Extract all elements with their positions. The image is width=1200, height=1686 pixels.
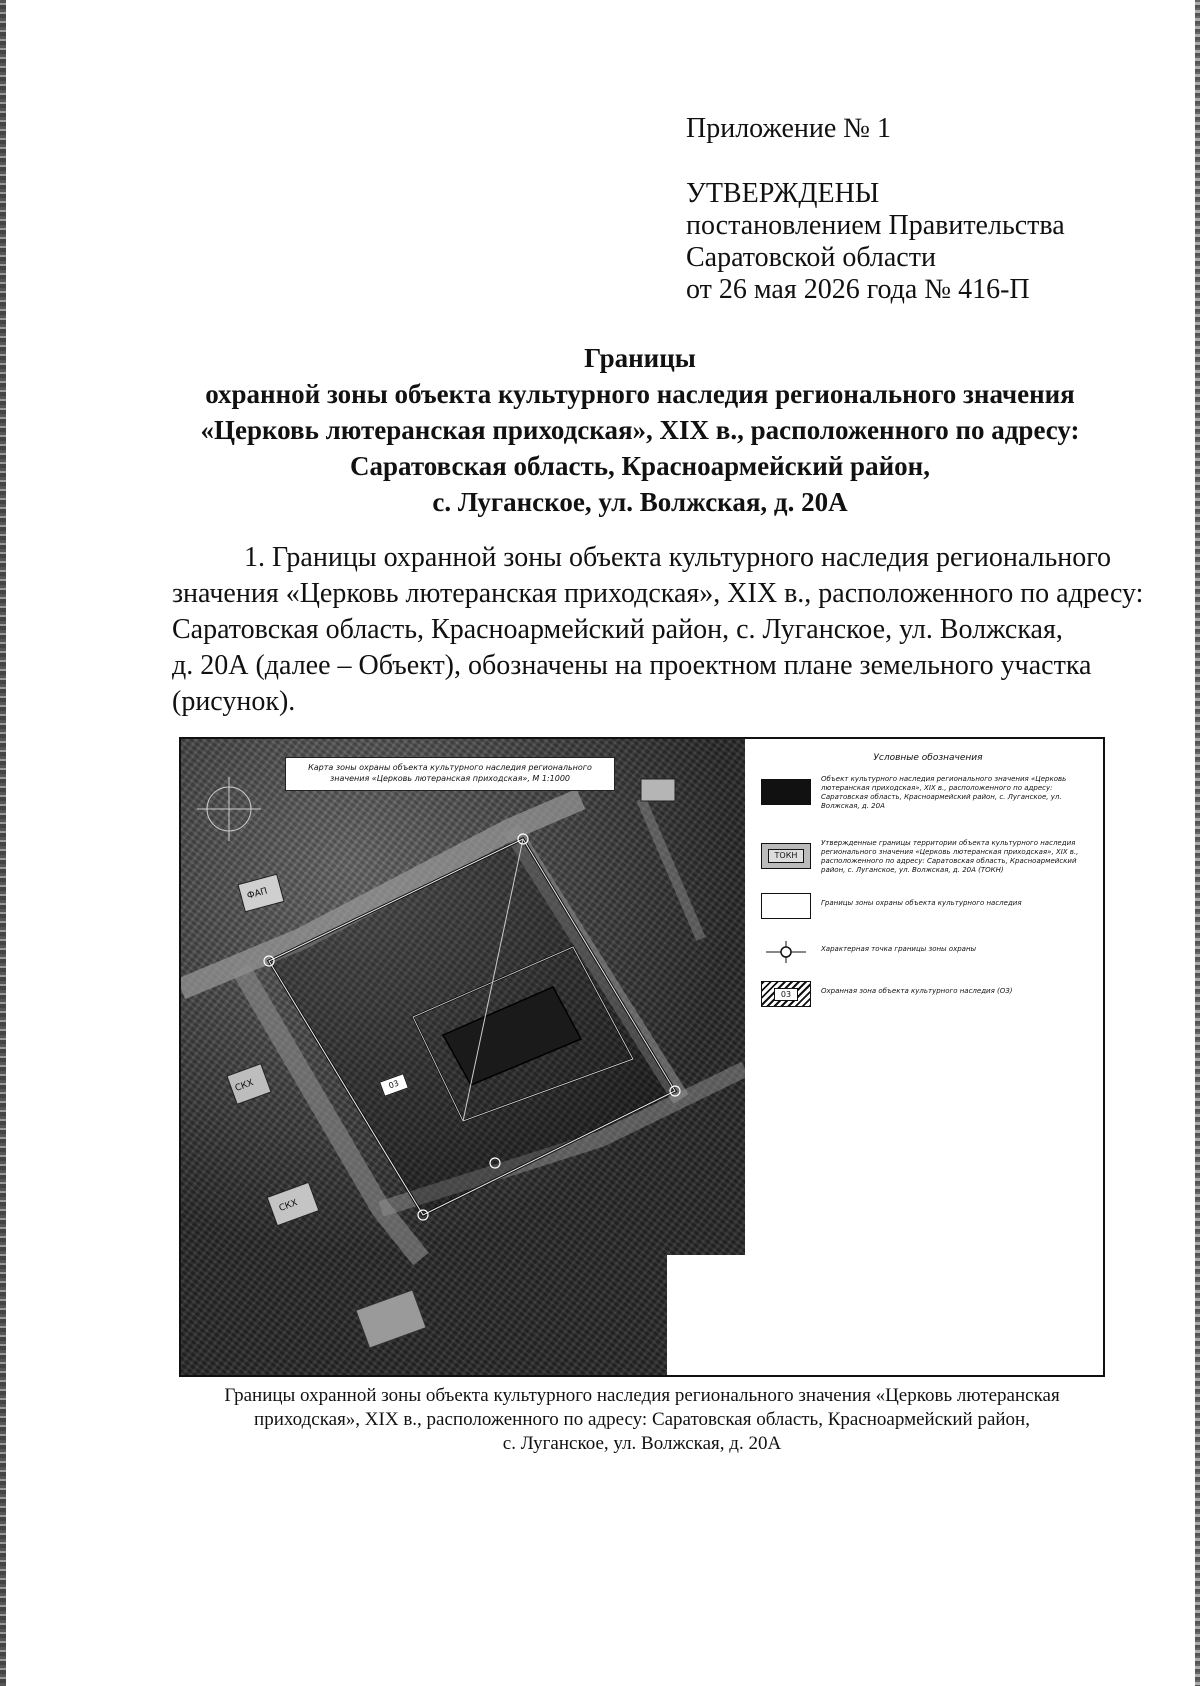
title-line: охранной зоны объекта культурного наследия регионального значения (205, 379, 1075, 409)
title-line: Границы (584, 343, 696, 373)
legend-swatch-label: ТОКН (768, 849, 804, 863)
caption-line: с. Луганское, ул. Волжская, д. 20А (502, 1433, 782, 1454)
legend-item-territory (761, 839, 1095, 885)
white-area (667, 1255, 747, 1377)
building-label: ФАП (246, 886, 269, 902)
legend-text: Охранная зона объекта культурного наследия (ОЗ) (821, 987, 1013, 995)
paragraph-line: д. 20А (далее – Объект), обозначены на проектном плане земельного участка (172, 650, 1092, 681)
scan-edge-left (0, 0, 6, 1686)
legend-swatch-zone-boundary (761, 893, 811, 919)
map-title: Карта зоны охраны объекта культурного наследия регионального значения «Церковь лютеранская приходская», М 1:1000 (285, 757, 615, 791)
appendix-number: Приложение № 1 (686, 113, 891, 144)
legend-text: Утвержденные границы территории объекта культурного наследия регионального значения «Церковь лютеранская приходская», XIX в., расположенного по адресу: Саратовская область, Красноармейский район, с. Луганское, ул. Волжская, д. 20А (ТОКН) (821, 839, 1079, 874)
title-line: «Церковь лютеранская приходская», XIX в., расположенного по адресу: (200, 415, 1080, 445)
approval-block (686, 178, 1065, 306)
title-line: с. Луганское, ул. Волжская, д. 20А (432, 487, 848, 517)
legend-swatch-object (761, 779, 811, 805)
figure-caption (179, 1384, 1105, 1456)
legend-item-zone-boundary (761, 889, 1095, 935)
legend-text: Объект культурного наследия регионального значения «Церковь лютеранская приходская», XIX в., расположенного по адресу: Саратовская область, Красноармейский район, с. Луганское, ул. Волжская, д. 20А (821, 775, 1067, 810)
legend-item-object (761, 775, 1095, 821)
paragraph-line: значения «Церковь лютеранская приходская», XIX в., расположенного по адресу: (172, 578, 1144, 609)
caption-line: приходская», XIX в., расположенного по адресу: Саратовская область, Красноармейский район, (254, 1409, 1030, 1430)
legend-swatch-protection-zone (761, 981, 811, 1007)
crosshair-point-icon (761, 939, 811, 965)
building-label: СКХ (233, 1078, 255, 1094)
aerial-map (181, 739, 745, 1375)
paragraph-line: (рисунок). (172, 686, 296, 717)
zone-map-figure (179, 737, 1105, 1377)
legend-item-protection-zone (761, 977, 1095, 1023)
zone-label: 03 (379, 1073, 409, 1097)
scan-edge-right (1195, 0, 1200, 1686)
paragraph-line: Саратовская область, Красноармейский район, с. Луганское, ул. Волжская, (172, 614, 1063, 645)
approval-line: УТВЕРЖДЕНЫ (686, 178, 880, 209)
document-title (120, 340, 1160, 520)
approval-line: постановлением Правительства (686, 210, 1065, 241)
map-legend (753, 739, 1103, 1375)
approval-line: Саратовской области (686, 242, 936, 273)
map-overlay (181, 739, 745, 1375)
legend-text: Характерная точка границы зоны охраны (821, 945, 977, 953)
legend-item-point (761, 935, 1095, 981)
approval-line: от 26 мая 2026 года № 416-П (686, 274, 1030, 305)
paragraph-line: 1. Границы охранной зоны объекта культурного наследия регионального (244, 542, 1112, 573)
legend-swatch-territory (761, 843, 811, 869)
caption-line: Границы охранной зоны объекта культурного наследия регионального значения «Церковь лютеранская (224, 1385, 1060, 1406)
body-paragraph (172, 540, 1144, 720)
legend-text: Границы зоны охраны объекта культурного наследия (821, 899, 1022, 907)
title-line: Саратовская область, Красноармейский район, (350, 451, 930, 481)
legend-swatch-label: 03 (774, 988, 798, 1001)
legend-title: Условные обозначения (873, 753, 983, 763)
building-label: СКХ (277, 1198, 299, 1214)
